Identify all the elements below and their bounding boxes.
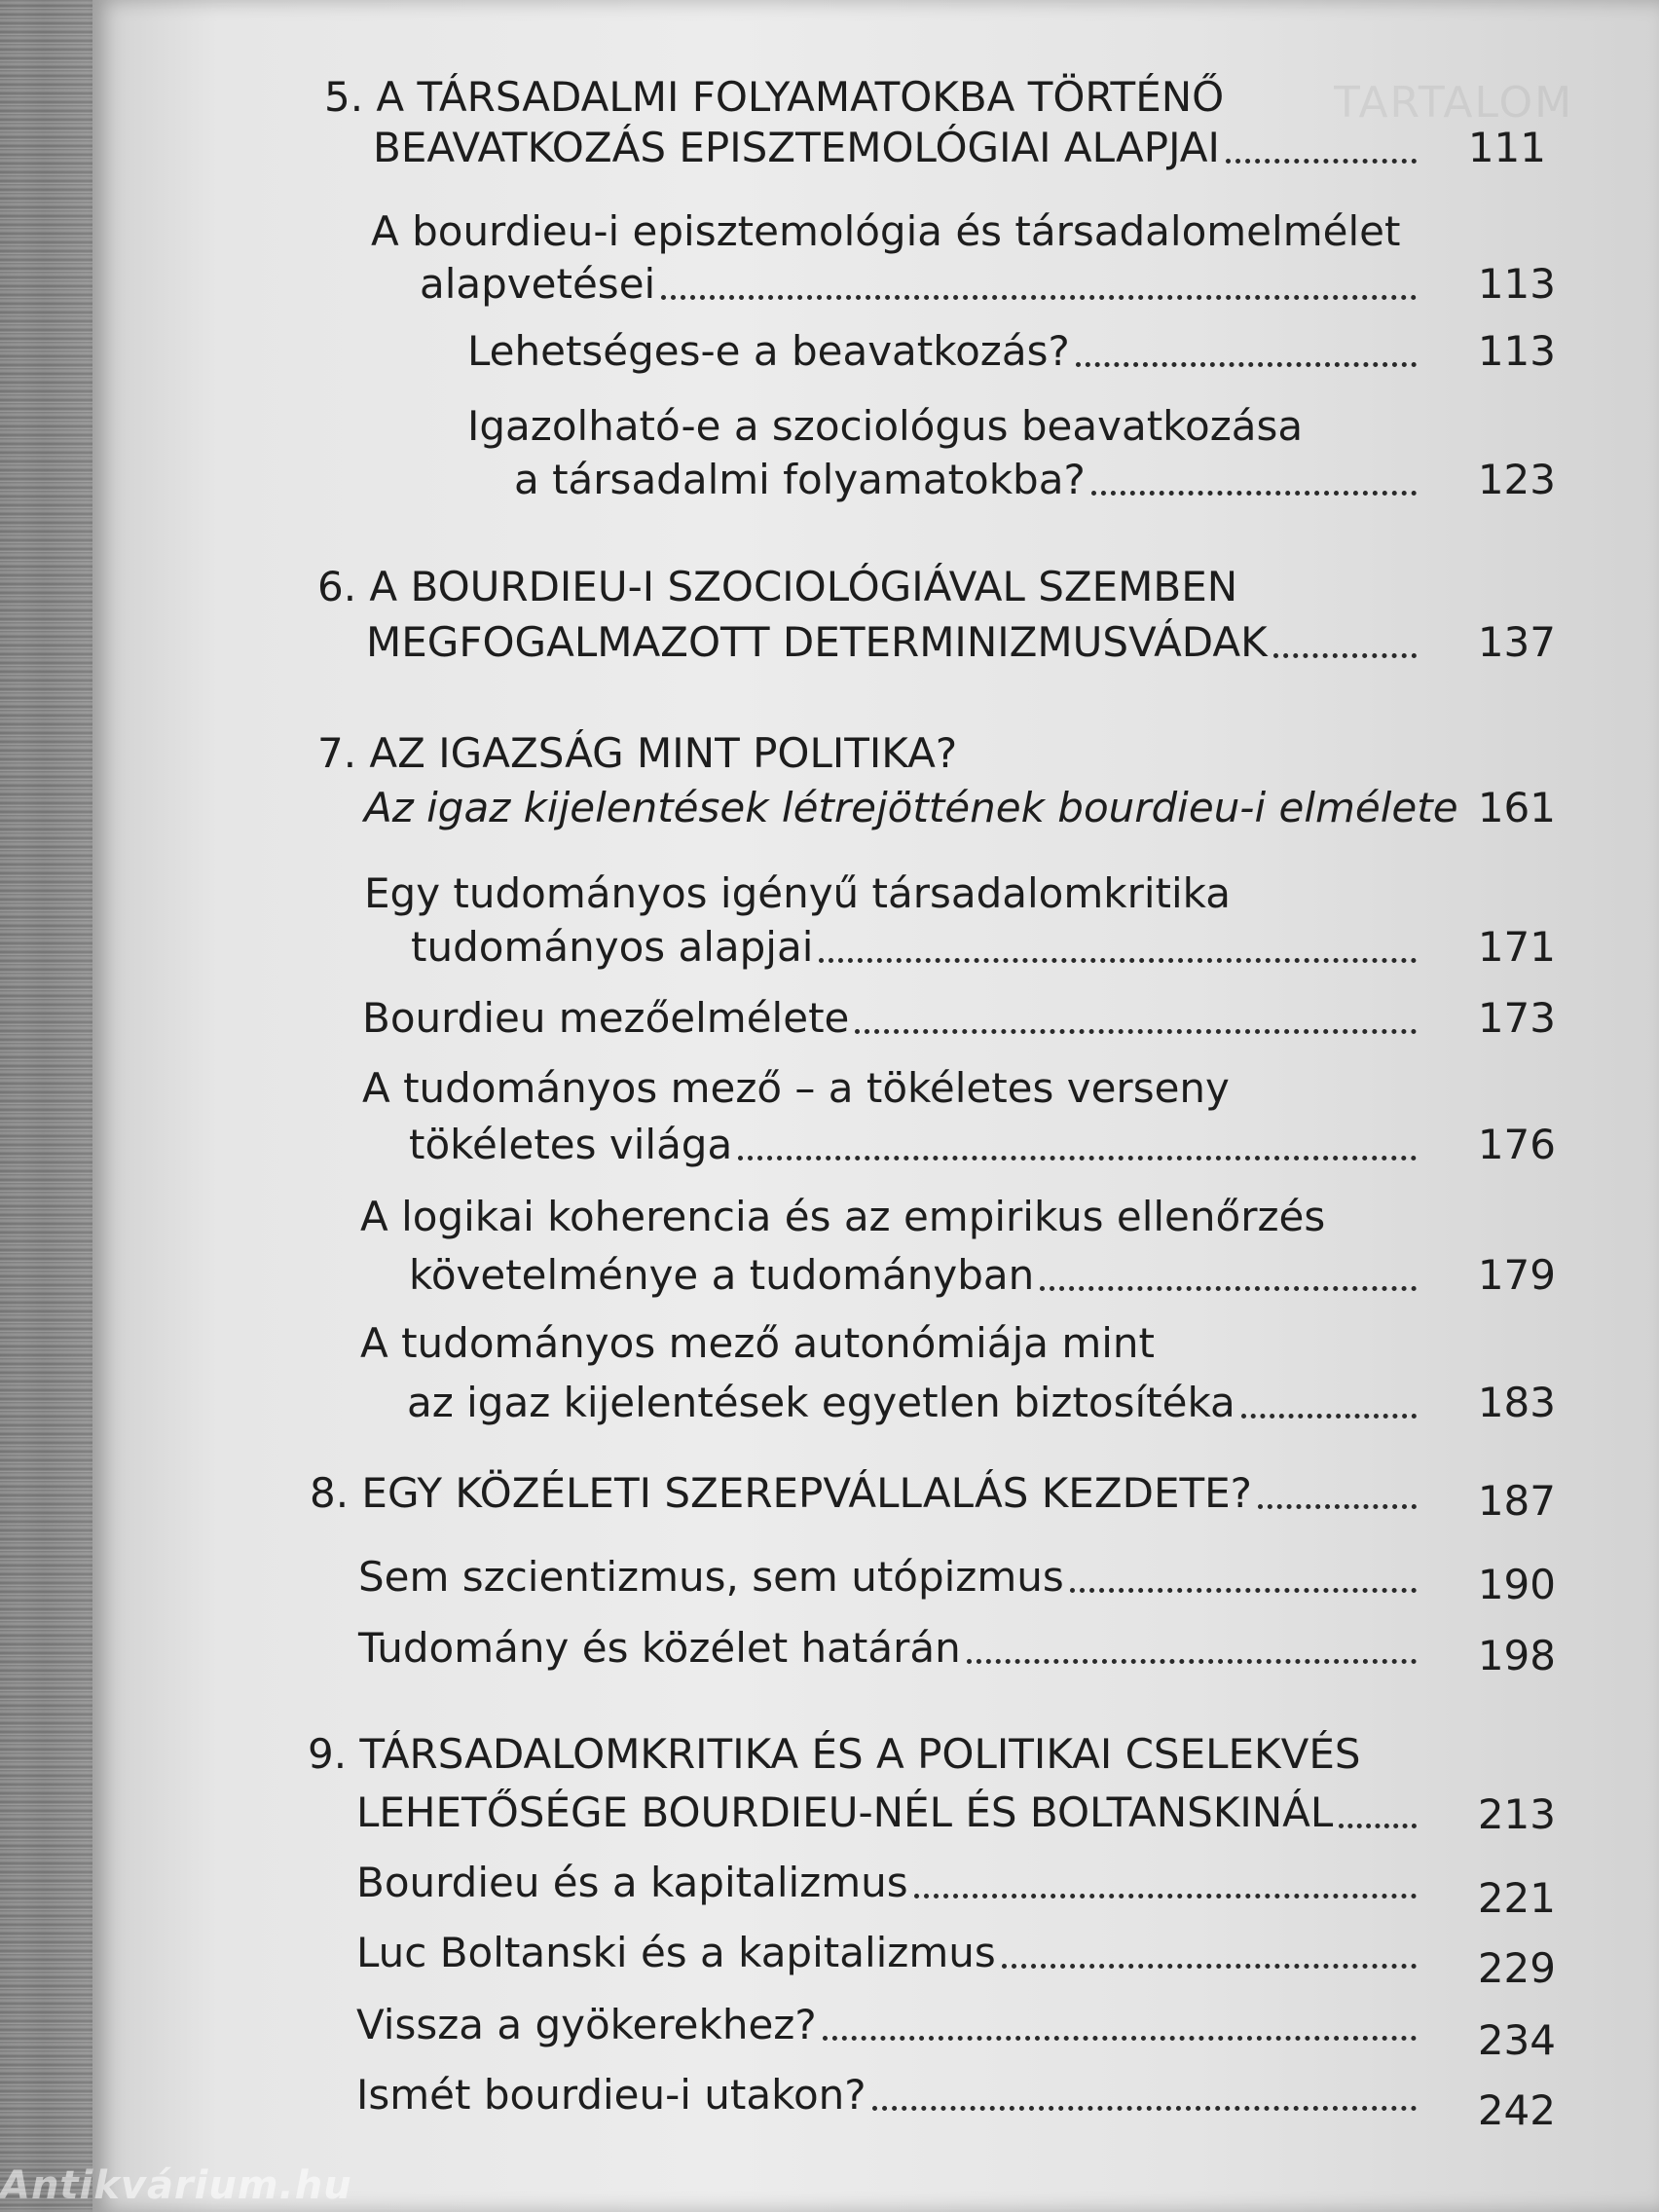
section-title: alapvetései (420, 260, 656, 308)
toc-line (356, 1856, 1422, 1910)
toc-line (420, 257, 1422, 312)
section-title: Sem szcientizmus, sem utópizmus (358, 1553, 1064, 1601)
section-title: Vissza a gyökerekhez? (356, 2001, 817, 2048)
page-number: 198 (1477, 1632, 1556, 1679)
toc-line (514, 453, 1422, 507)
toc-line (409, 1118, 1422, 1172)
section-title: A tudományos mező – a tökéletes verseny (362, 1064, 1230, 1112)
chapter-title: 5. A TÁRSADALMI FOLYAMATOKBA TÖRTÉNŐ (324, 73, 1225, 121)
toc-line (356, 1786, 1422, 1840)
page-number: 221 (1477, 1874, 1556, 1922)
chapter-title: 7. AZ IGAZSÁG MINT POLITIKA? (317, 729, 958, 777)
section-title: Ismét bourdieu-i utakon? (356, 2071, 866, 2119)
chapter-title: 9. TÁRSADALOMKRITIKA ÉS A POLITIKAI CSELEKVÉS (308, 1730, 1361, 1778)
dot-leader (1040, 1286, 1417, 1291)
toc-line (364, 866, 1422, 921)
chapter-title: LEHETŐSÉGE BOURDIEU-NÉL ÉS BOLTANSKINÁL (356, 1788, 1334, 1836)
dot-leader (855, 1029, 1417, 1034)
dot-leader (823, 2036, 1417, 2041)
dot-leader (661, 295, 1417, 300)
toc-line (317, 560, 1422, 614)
page-number: 190 (1477, 1561, 1556, 1608)
chapter-subtitle: Az igaz kijelentések létrejöttének bourdieu-i elmélete (364, 784, 1458, 831)
show-through: TARTALOM (1334, 78, 1574, 128)
subsection-title: Igazolható-e a szociológus beavatkozása (467, 402, 1304, 450)
toc-line (362, 991, 1422, 1046)
chapter-title: 6. A BOURDIEU-I SZOCIOLÓGIÁVAL SZEMBEN (317, 563, 1238, 610)
dot-leader (1091, 491, 1417, 496)
dot-leader (1258, 1504, 1417, 1509)
subsection-title: a társadalmi folyamatokba? (514, 456, 1086, 503)
page-number: 213 (1477, 1790, 1556, 1838)
section-title: tökéletes világa (409, 1121, 733, 1168)
page-number: 123 (1477, 456, 1556, 503)
page-number: 173 (1477, 994, 1556, 1042)
section-title: az igaz kijelentések egyetlen biztosítéka (407, 1379, 1235, 1426)
dot-leader (1339, 1824, 1417, 1828)
section-title: követelménye a tudományban (409, 1251, 1035, 1299)
toc-line (356, 2068, 1422, 2122)
page-number: 176 (1477, 1121, 1556, 1168)
subsection-title: Lehetséges-e a beavatkozás? (467, 327, 1070, 375)
toc-line (467, 324, 1422, 379)
page-number: 171 (1477, 923, 1556, 971)
toc-line (362, 1061, 1422, 1116)
dot-leader (1273, 653, 1417, 658)
page-number: 113 (1477, 260, 1556, 308)
toc-line (356, 1998, 1422, 2052)
toc-line (308, 1727, 1422, 1782)
dot-leader (872, 2106, 1417, 2111)
section-title: A bourdieu-i episztemológia és társadalomelmélet (371, 207, 1401, 255)
page-number: 234 (1477, 2016, 1556, 2064)
section-title: Luc Boltanski és a kapitalizmus (356, 1929, 996, 1976)
page-number: 111 (1467, 124, 1546, 171)
page-number: 179 (1477, 1251, 1556, 1299)
section-title: Egy tudományos igényű társadalomkritika (364, 869, 1231, 917)
toc-line (358, 1621, 1422, 1676)
toc-line (358, 1550, 1422, 1604)
toc-line (467, 399, 1422, 454)
toc-line (366, 615, 1422, 670)
page-number: 242 (1477, 2086, 1556, 2134)
toc-line (360, 1316, 1422, 1371)
section-title: A tudományos mező autonómiája mint (360, 1319, 1156, 1367)
page-number: 229 (1477, 1944, 1556, 1992)
toc-line (364, 781, 1458, 835)
dot-leader (967, 1659, 1417, 1664)
section-title: tudományos alapjai (411, 923, 814, 971)
page-number: 187 (1477, 1477, 1556, 1525)
toc-line (356, 1926, 1422, 1980)
watermark: Antikvárium.hu (0, 2163, 352, 2208)
dot-leader (1070, 1588, 1417, 1593)
dot-leader (1241, 1414, 1417, 1419)
page-number: 137 (1477, 618, 1556, 666)
page-number: 183 (1477, 1379, 1556, 1426)
chapter-title: 8. EGY KÖZÉLETI SZEREPVÁLLALÁS KEZDETE? (310, 1469, 1252, 1517)
toc-line (310, 1466, 1422, 1521)
section-title: Tudomány és közélet határán (358, 1624, 961, 1672)
dot-leader (819, 958, 1417, 963)
toc-line (360, 1190, 1422, 1244)
dot-leader (738, 1156, 1417, 1161)
dot-leader (914, 1894, 1417, 1899)
toc-line (407, 1376, 1422, 1430)
chapter-title: BEAVATKOZÁS EPISZTEMOLÓGIAI ALAPJAI (373, 124, 1220, 171)
toc-line (409, 1248, 1422, 1303)
chapter-title: MEGFOGALMAZOTT DETERMINIZMUSVÁDAK (366, 618, 1268, 666)
dot-leader (1076, 362, 1417, 367)
dot-leader (1002, 1964, 1417, 1969)
section-title: Bourdieu és a kapitalizmus (356, 1859, 908, 1906)
section-title: Bourdieu mezőelmélete (362, 994, 850, 1042)
toc-line (411, 920, 1422, 975)
toc-line (317, 726, 1422, 781)
toc-line (373, 121, 1422, 175)
page-number: 113 (1477, 327, 1556, 375)
section-title: A logikai koherencia és az empirikus ellenőrzés (360, 1193, 1326, 1240)
dot-leader (1226, 159, 1417, 164)
toc-line (371, 204, 1422, 259)
toc-line (324, 70, 1422, 125)
page-number: 161 (1477, 784, 1556, 831)
